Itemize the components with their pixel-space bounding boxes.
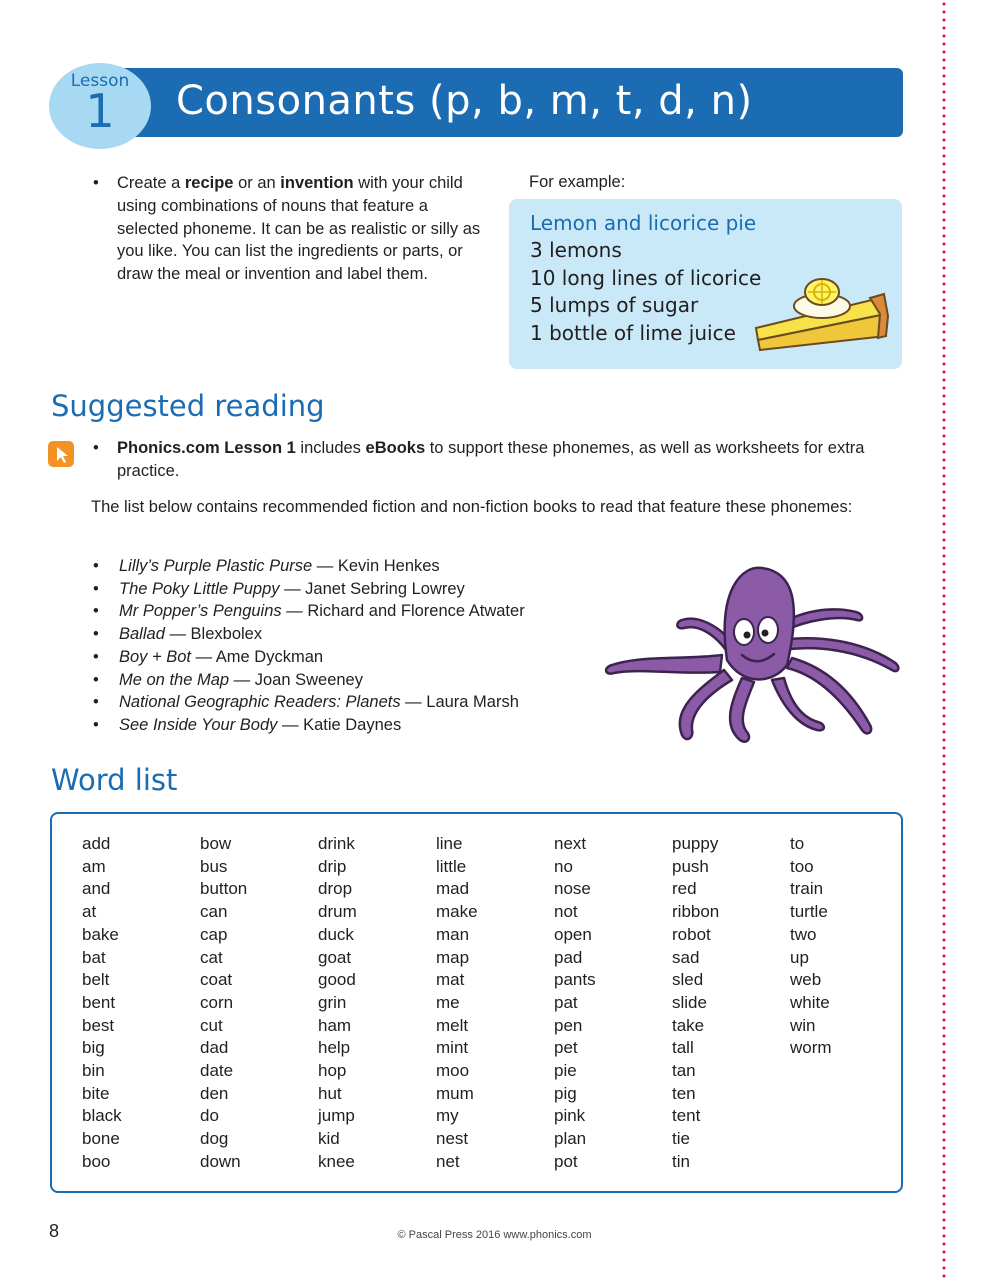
book-author: — Katie Daynes (277, 715, 402, 734)
word-item: too (790, 856, 814, 876)
word-item: me (436, 992, 460, 1012)
recipe-title: Lemon and licorice pie (530, 211, 757, 235)
word-item: bus (200, 856, 228, 876)
intro-bullet (93, 172, 488, 286)
book-title: Me on the Map (119, 670, 230, 689)
word-item: at (82, 902, 97, 922)
word-item: pants (554, 970, 596, 990)
book-author: — Richard and Florence Atwater (281, 602, 525, 621)
word-item: mad (436, 879, 470, 899)
intro-bold-invention: invention (280, 174, 354, 192)
word-item: not (554, 902, 578, 922)
word-item: corn (200, 992, 234, 1012)
word-item: web (790, 970, 822, 990)
word-item: goat (318, 947, 352, 967)
word-item: to (790, 834, 805, 853)
reading-text-part: includes (295, 439, 366, 457)
word-column (318, 833, 357, 1174)
suggested-reading-heading: Suggested reading (51, 389, 325, 423)
word-item: do (200, 1106, 219, 1126)
bullet-mark: • (93, 174, 99, 192)
word-item: tin (672, 1151, 690, 1171)
intro-text-part: Create a (117, 174, 185, 192)
list-item (93, 623, 613, 646)
phonics-link-text (117, 437, 893, 483)
intro-text-part: or an (233, 174, 281, 192)
word-item: bone (82, 1129, 120, 1149)
word-item: nose (554, 879, 591, 899)
word-item: dad (200, 1038, 229, 1058)
word-item: down (200, 1151, 241, 1171)
list-item (93, 646, 613, 669)
book-title: Ballad (119, 625, 165, 644)
reading-text-part: to support these phonemes, as well as worksheets for extra practice. (117, 439, 865, 480)
word-item: boo (82, 1151, 111, 1171)
word-item: bake (82, 924, 119, 944)
list-item (93, 669, 613, 692)
word-item: hop (318, 1061, 347, 1081)
word-item: white (790, 992, 830, 1012)
word-item: take (672, 1015, 705, 1035)
word-item: drum (318, 902, 357, 922)
word-item: tent (672, 1106, 701, 1126)
word-item: bin (82, 1061, 105, 1081)
word-item: red (672, 879, 697, 899)
word-item: plan (554, 1129, 587, 1149)
copyright-line: © Pascal Press 2016 www.phonics.com (397, 1229, 592, 1241)
word-item: pie (554, 1061, 577, 1081)
word-column (436, 833, 478, 1174)
word-item: cap (200, 924, 228, 944)
word-item: pot (554, 1151, 578, 1171)
word-item: ham (318, 1015, 352, 1035)
word-item: puppy (672, 834, 719, 853)
word-item: mint (436, 1038, 469, 1058)
word-item: drink (318, 834, 355, 853)
word-item: tan (672, 1061, 696, 1081)
book-list (93, 555, 613, 737)
word-item: grin (318, 992, 347, 1012)
word-item: no (554, 856, 573, 876)
word-item: coat (200, 970, 233, 990)
intro-bold-recipe: recipe (184, 174, 234, 192)
book-title: The Poky Little Puppy (119, 579, 280, 598)
recipe-line: 3 lemons (530, 238, 622, 262)
word-item: up (790, 947, 809, 967)
word-item: drop (318, 879, 353, 899)
book-author: — Joan Sweeney (229, 670, 363, 689)
word-column (200, 833, 247, 1174)
book-title: Boy + Bot (119, 647, 192, 666)
word-item: cat (200, 947, 223, 967)
word-item: make (436, 902, 478, 922)
word-item: map (436, 947, 470, 967)
word-item: moo (436, 1061, 470, 1081)
cursor-icon[interactable] (48, 441, 74, 467)
list-item (93, 555, 613, 578)
word-list-heading: Word list (51, 763, 178, 797)
intro-text-part: with your child using combinations of nouns that feature a selected phoneme. It can be as realistic or silly as you like. You can list the ingredients or parts, or draw the meal or invention and label them. (117, 174, 481, 284)
ebooks-bold: eBooks (365, 439, 426, 457)
word-item: add (82, 834, 111, 853)
word-item: best (82, 1015, 115, 1035)
word-item: belt (82, 970, 110, 990)
word-item: cut (200, 1015, 223, 1035)
word-item: am (82, 856, 106, 876)
book-title: Lilly’s Purple Plastic Purse (119, 557, 313, 575)
book-author: — Ame Dyckman (191, 647, 324, 666)
word-item: melt (436, 1015, 469, 1035)
lemon-pie-illustration (752, 270, 892, 355)
word-item: black (82, 1106, 122, 1126)
word-item: tie (672, 1129, 690, 1149)
word-item: my (436, 1106, 459, 1126)
bullet-mark: • (93, 439, 99, 457)
book-title: Mr Popper’s Penguins (119, 602, 282, 621)
word-item: good (318, 970, 356, 990)
word-item: den (200, 1083, 229, 1103)
word-column (790, 833, 832, 1060)
word-item: next (554, 834, 587, 853)
word-item: pet (554, 1038, 578, 1058)
list-item (93, 714, 613, 737)
lesson-label: Lesson (70, 71, 130, 91)
word-item: open (554, 924, 592, 944)
book-author: — Laura Marsh (400, 693, 519, 712)
lesson-title: Consonants (p, b, m, t, d, n) (176, 78, 753, 124)
recipe-line: 10 long lines of licorice (530, 266, 762, 290)
book-author: — Janet Sebring Lowrey (279, 579, 465, 598)
word-item: dog (200, 1129, 229, 1149)
word-column (672, 833, 719, 1174)
word-item: net (436, 1151, 460, 1171)
word-item: knee (318, 1151, 355, 1171)
word-item: bite (82, 1083, 110, 1103)
word-item: can (200, 902, 228, 922)
word-item: man (436, 924, 470, 944)
word-item: date (200, 1061, 234, 1081)
word-item: sled (672, 970, 704, 990)
page-edge-dots (942, 0, 946, 1280)
for-example-label: For example: (529, 173, 626, 191)
list-item (93, 691, 613, 714)
list-item (93, 600, 613, 623)
word-column (554, 833, 596, 1174)
word-item: ribbon (672, 902, 720, 922)
word-item: pat (554, 992, 578, 1012)
word-item: train (790, 879, 824, 899)
word-item: mat (436, 970, 465, 990)
recipe-line: 5 lumps of sugar (530, 293, 699, 317)
book-title: See Inside Your Body (119, 715, 278, 734)
word-item: bat (82, 947, 106, 967)
word-item: button (200, 879, 248, 899)
word-item: robot (672, 924, 711, 944)
word-item: and (82, 879, 111, 899)
list-item (93, 578, 613, 601)
phonics-link-bullet (93, 437, 893, 483)
word-item: push (672, 856, 709, 876)
page-number: 8 (49, 1221, 60, 1241)
word-item: jump (318, 1106, 355, 1126)
word-item: worm (790, 1038, 832, 1058)
word-item: line (436, 834, 463, 853)
word-item: pig (554, 1083, 577, 1103)
lesson-number: 1 (85, 84, 115, 138)
recipe-line: 1 bottle of lime juice (530, 321, 736, 345)
word-item: bent (82, 992, 116, 1012)
word-column (82, 833, 122, 1174)
phonics-lesson-link[interactable]: Phonics.com Lesson 1 (117, 439, 296, 457)
word-item: hut (318, 1083, 342, 1103)
word-item: slide (672, 992, 707, 1012)
book-title: National Geographic Readers: Planets (119, 693, 401, 712)
octopus-illustration (602, 560, 902, 750)
word-item: tall (672, 1038, 694, 1058)
word-item: pen (554, 1015, 583, 1035)
word-item: kid (318, 1129, 340, 1149)
word-item: drip (318, 856, 347, 876)
word-item: help (318, 1038, 351, 1058)
word-item: little (436, 856, 467, 876)
cursor-arrow-glyph (48, 441, 74, 467)
word-item: nest (436, 1129, 469, 1149)
word-item: big (82, 1038, 105, 1058)
book-author: — Blexbolex (164, 625, 263, 644)
word-item: sad (672, 947, 700, 967)
book-list-intro: The list below contains recommended fiction and non-fiction books to read that feature these phonemes: (91, 498, 853, 516)
book-author: — Kevin Henkes (312, 557, 440, 575)
word-item: win (790, 1015, 816, 1035)
word-item: pad (554, 947, 583, 967)
word-item: duck (318, 924, 354, 944)
intro-text (117, 172, 488, 286)
word-item: mum (436, 1083, 474, 1103)
word-item: two (790, 924, 817, 944)
word-item: ten (672, 1083, 696, 1103)
word-item: turtle (790, 902, 828, 922)
word-item: pink (554, 1106, 586, 1126)
word-item: bow (200, 834, 232, 853)
